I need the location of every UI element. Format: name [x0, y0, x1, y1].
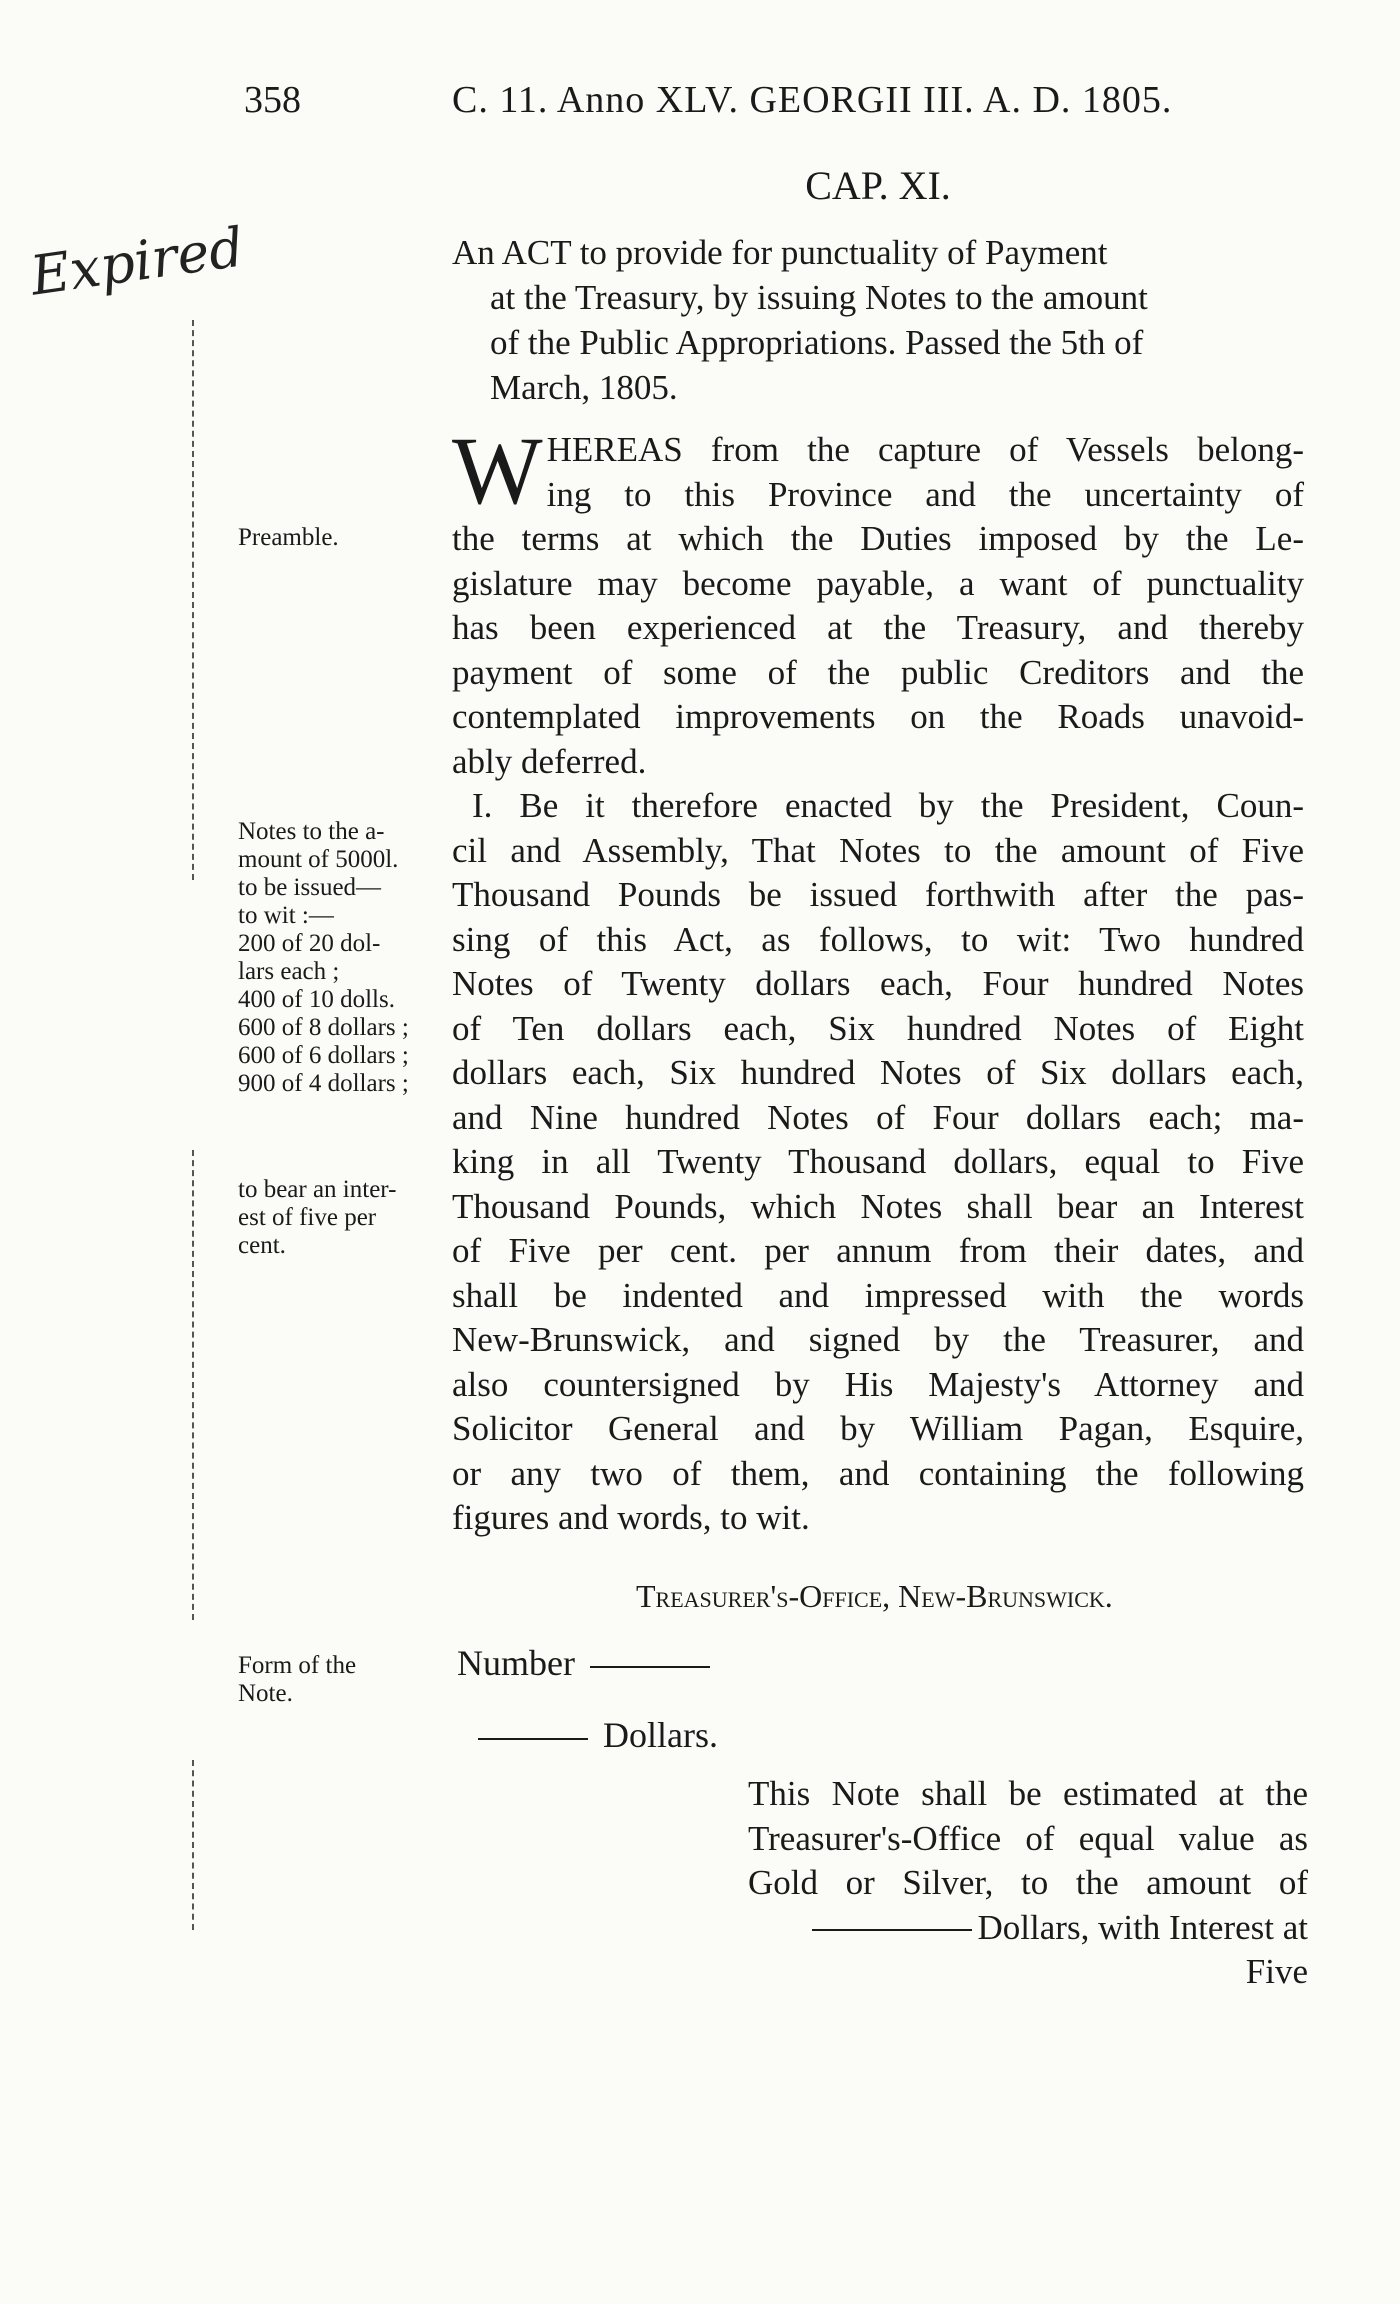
margin-note-line: 200 of 20 dol-	[238, 930, 381, 957]
form-dollars-line	[472, 1714, 718, 1756]
act-title-line: at the Treasury, by issuing Notes to the amount	[490, 278, 1148, 317]
form-number-line	[457, 1642, 716, 1684]
section-1-paragraph	[452, 784, 1304, 1541]
margin-note-line: 400 of 10 dolls.	[238, 986, 395, 1013]
catchword: Five	[1245, 1952, 1308, 1991]
section-line: I. Be it therefore enacted by the President, Coun-	[472, 786, 1304, 825]
chapter-heading: CAP. XI.	[805, 163, 951, 208]
note-line: Treasurer's-Office of equal value as	[748, 1818, 1308, 1858]
section-line: shall be indented and impressed with the words	[452, 1275, 1304, 1315]
margin-note-line: cent.	[238, 1232, 286, 1259]
section-line: Notes of Twenty dollars each, Four hundred Notes	[452, 964, 1304, 1003]
number-blank	[590, 1666, 710, 1668]
preamble-line: the terms at which the Duties imposed by the Le-	[452, 519, 1304, 558]
margin-note-interest	[238, 1176, 438, 1260]
treasurer-office-heading: Treasurer's-Office, New-Brunswick.	[636, 1578, 1113, 1614]
preamble-line: gislature may become payable, a want of punctuality	[452, 563, 1304, 603]
section-line: of Five per cent. per annum from their dates, and	[452, 1231, 1304, 1270]
drop-cap: W	[452, 417, 543, 524]
margin-note-line: to be issued—	[238, 874, 382, 901]
margin-note-line: Note.	[238, 1680, 293, 1707]
preamble-line: has been experienced at the Treasury, and thereby	[452, 608, 1304, 647]
note-line	[748, 1906, 1308, 1951]
pencil-margin-line	[192, 1150, 194, 1620]
section-line: sing of this Act, as follows, to wit: Two hundred	[452, 919, 1304, 959]
pencil-margin-line	[192, 1760, 194, 1930]
section-line: dollars each, Six hundred Notes of Six dollars each,	[452, 1053, 1304, 1092]
preamble-line: payment of some of the public Creditors and the	[452, 652, 1304, 692]
handwritten-annotation: Expired	[26, 215, 248, 308]
margin-note-line: to wit :—	[238, 902, 334, 929]
note-body	[748, 1772, 1308, 1995]
act-body	[452, 417, 1304, 1541]
section-line: New-Brunswick, and signed by the Treasurer, and	[452, 1320, 1304, 1359]
act-title	[452, 230, 1304, 410]
margin-note-line: 600 of 8 dollars ;	[238, 1014, 409, 1041]
margin-note-form	[238, 1652, 438, 1708]
section-line: Thousand Pounds be issued forthwith after the pas-	[452, 875, 1304, 914]
margin-note-line: est of five per	[238, 1204, 377, 1231]
number-label: Number	[457, 1643, 575, 1683]
page-number: 358	[244, 79, 301, 121]
section-line: figures and words, to wit.	[452, 1498, 810, 1537]
dollars-blank	[478, 1738, 588, 1740]
preamble-line: contemplated improvements on the Roads unavoid-	[452, 697, 1304, 736]
page-header	[0, 78, 1400, 138]
running-head: C. 11. Anno XLV. GEORGII III. A. D. 1805.	[452, 79, 1173, 121]
margin-note-notes-amount	[238, 818, 438, 1098]
section-line: also countersigned by His Majesty's Attorney and	[452, 1364, 1304, 1404]
act-title-line: An ACT to provide for punctuality of Payment	[452, 233, 1108, 272]
section-line: cil and Assembly, That Notes to the amount of Five	[452, 830, 1304, 870]
margin-note-line: Form of the	[238, 1652, 357, 1679]
preamble-paragraph	[452, 417, 1304, 784]
margin-note-preamble: Preamble.	[238, 524, 339, 551]
margin-note-line: 600 of 6 dollars ;	[238, 1042, 409, 1069]
margin-note-line: to bear an inter-	[238, 1176, 397, 1203]
note-line: Gold or Silver, to the amount of	[748, 1863, 1308, 1902]
pencil-margin-line	[192, 320, 194, 880]
note-line: This Note shall be estimated at the	[748, 1774, 1308, 1813]
section-line: Thousand Pounds, which Notes shall bear an Interest	[452, 1186, 1304, 1226]
section-line: of Ten dollars each, Six hundred Notes of Eight	[452, 1008, 1304, 1048]
margin-note-line: 900 of 4 dollars ;	[238, 1070, 409, 1097]
preamble-line: ably deferred.	[452, 741, 647, 781]
section-line: and Nine hundred Notes of Four dollars each; ma-	[452, 1097, 1304, 1137]
section-line: Solicitor General and by William Pagan, Esquire,	[452, 1409, 1304, 1448]
preamble-line: HEREAS from the capture of Vessels belong-	[546, 430, 1304, 469]
section-line: or any two of them, and containing the following	[452, 1453, 1304, 1493]
act-title-line: March, 1805.	[490, 368, 678, 407]
amount-blank	[812, 1929, 972, 1931]
section-line: king in all Twenty Thousand dollars, equal to Five	[452, 1142, 1304, 1181]
preamble-line: ing to this Province and the uncertainty of	[546, 474, 1304, 514]
margin-note-line: lars each ;	[238, 958, 340, 985]
note-line-4: Dollars, with Interest at	[977, 1907, 1308, 1947]
dollars-label: Dollars.	[603, 1715, 718, 1755]
act-title-line: of the Public Appropriations. Passed the 5th of	[490, 323, 1144, 362]
margin-note-line: mount of 5000l.	[238, 846, 399, 873]
margin-note-line: Notes to the a-	[238, 818, 385, 845]
